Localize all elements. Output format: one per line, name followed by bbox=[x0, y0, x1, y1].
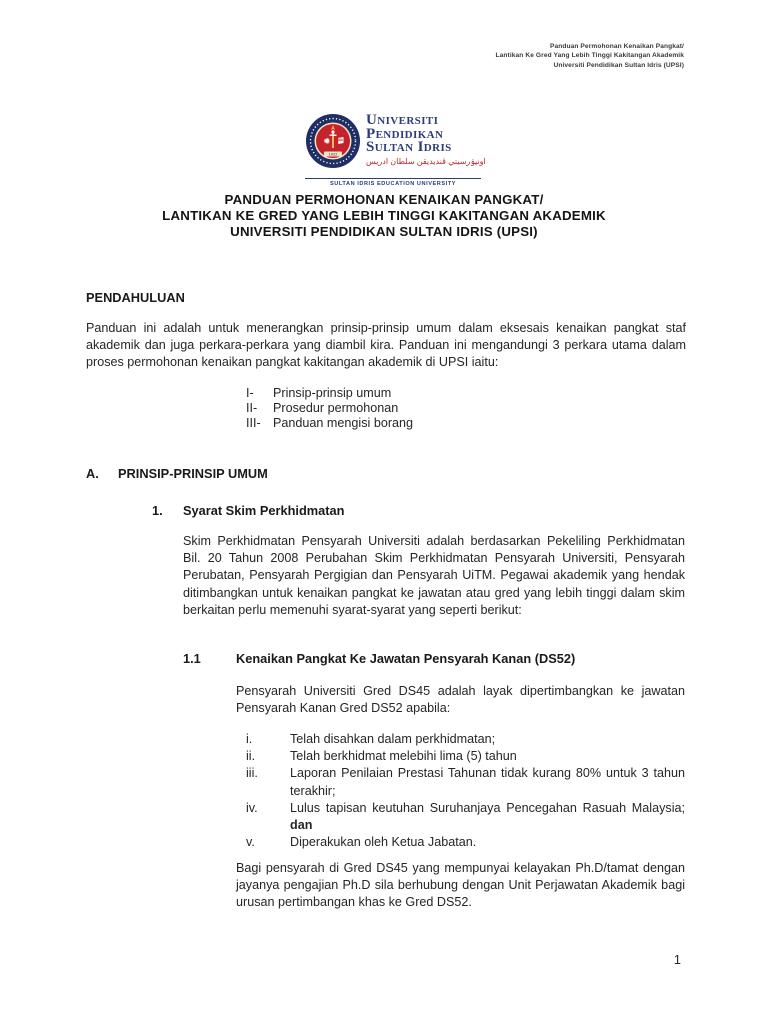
subsection-1-heading bbox=[152, 503, 344, 518]
criteria-item-label: iv. bbox=[246, 800, 258, 815]
running-header-line: Panduan Permohonan Kenaikan Pangkat/ bbox=[549, 43, 684, 50]
university-logo bbox=[305, 112, 486, 187]
logo-wordmark-line: Universiti bbox=[366, 112, 439, 128]
list-item bbox=[246, 386, 413, 401]
subsection-1-1-label: 1.1 bbox=[183, 651, 201, 666]
closing-paragraph: Bagi pensyarah di Gred DS45 yang mempunyai kelayakan Ph.D/tamat dengan jayanya pengajian Ph.D sila berhubung dengan Unit Perjawatan Akademik bagi urusan pertimbangan khas ke Gred DS52. bbox=[236, 861, 685, 910]
list-item-label: I- bbox=[246, 386, 254, 400]
running-header-line: Lantikan Ke Gred Yang Lebih Tinggi Kakitangan Akademik bbox=[495, 52, 684, 60]
logo-wordmark-line: Sultan Idris bbox=[366, 139, 452, 155]
criteria-item bbox=[246, 731, 685, 748]
document-title bbox=[0, 192, 768, 239]
subsection-1-1-heading bbox=[183, 651, 575, 666]
subsection-1-title: Syarat Skim Perkhidmatan bbox=[183, 503, 345, 518]
logo-wordmark-line: Pendidikan bbox=[366, 125, 444, 142]
document-title-line: LANTIKAN KE GRED YANG LEBIH TINGGI KAKITANGAN AKADEMIK bbox=[162, 207, 606, 223]
criteria-item-label: i. bbox=[246, 732, 253, 746]
list-item-text: Panduan mengisi borang bbox=[273, 416, 414, 431]
criteria-item-text: Diperakukan oleh Ketua Jabatan. bbox=[290, 835, 477, 850]
university-seal-icon bbox=[305, 113, 361, 176]
section-a-label: A. bbox=[86, 466, 99, 481]
subsection-1-label: 1. bbox=[152, 503, 163, 518]
document-title-line: UNIVERSITI PENDIDIKAN SULTAN IDRIS (UPSI) bbox=[230, 223, 538, 239]
logo-banner-text: SULTAN IDRIS EDUCATION UNIVERSITY bbox=[305, 178, 481, 187]
criteria-item-text: Telah disahkan dalam perkhidmatan; bbox=[290, 732, 496, 746]
criteria-item-label: iii. bbox=[246, 766, 258, 781]
criteria-item-label: v. bbox=[246, 835, 255, 850]
intro-roman-list bbox=[246, 386, 413, 432]
subsection-1-1-paragraph: Pensyarah Universiti Gred DS45 adalah layak dipertimbangkan ke jawatan Pensyarah Kanan Gred DS52 apabila: bbox=[236, 684, 685, 716]
running-header-line: Universiti Pendidikan Sultan Idris (UPSI) bbox=[553, 61, 684, 69]
criteria-list bbox=[246, 731, 685, 851]
criteria-item-text-part: Lulus tapisan keutuhan Suruhanjaya Pencegahan Rasuah Malaysia; bbox=[290, 800, 685, 815]
list-item bbox=[246, 416, 413, 431]
intro-paragraph: Panduan ini adalah untuk menerangkan prinsip-prinsip umum dalam eksesais kenaikan pangkat staf akademik dan juga perkara-perkara yang diambil kira. Panduan ini mengandungi 3 perkara utama dalam proses permohonan kenaikan pangkat kakitangan akademik di UPSI iaitu: bbox=[86, 321, 686, 370]
list-item bbox=[246, 401, 413, 416]
criteria-item-text bbox=[290, 800, 685, 834]
section-a-heading bbox=[86, 466, 268, 481]
criteria-item-text: Telah berkhidmat melebihi lima (5) tahun bbox=[290, 749, 517, 764]
list-item-text: Prinsip-prinsip umum bbox=[273, 386, 392, 400]
page-number: 1 bbox=[673, 952, 681, 967]
list-item-label: II- bbox=[246, 401, 258, 416]
criteria-item bbox=[246, 748, 685, 765]
logo-jawi-script: اونيۏرسيتي ڤنديديقن سلطان ادريس bbox=[366, 156, 486, 166]
subsection-1-1-title: Kenaikan Pangkat Ke Jawatan Pensyarah Kanan (DS52) bbox=[236, 651, 576, 666]
criteria-item bbox=[246, 834, 685, 851]
section-heading-pendahuluan: PENDAHULUAN bbox=[86, 290, 185, 305]
criteria-item-label: ii. bbox=[246, 749, 256, 764]
criteria-item-text: Laporan Penilaian Prestasi Tahunan tidak kurang 80% untuk 3 tahun terakhir; bbox=[290, 766, 685, 798]
list-item-text: Prosedur permohonan bbox=[273, 401, 399, 416]
section-a-title: PRINSIP-PRINSIP UMUM bbox=[118, 466, 268, 481]
criteria-item bbox=[246, 800, 685, 834]
seal-year-text: 1922 bbox=[328, 151, 338, 157]
list-item-label: III- bbox=[246, 416, 261, 431]
running-header bbox=[496, 42, 684, 70]
criteria-item bbox=[246, 765, 685, 799]
document-title-line: PANDUAN PERMOHONAN KENAIKAN PANGKAT/ bbox=[224, 192, 544, 207]
criteria-item-bold-word: dan bbox=[290, 818, 313, 833]
subsection-1-paragraph: Skim Perkhidmatan Pensyarah Universiti adalah berdasarkan Pekeliling Perkhidmatan Bil. 20 Tahun 2008 Perubahan Skim Perkhidmatan Pensyarah Universiti, Pensyarah Perubatan, Pensyarah Pergigian dan Pensyarah UiTM. Pegawai akademik yang hendak ditimbangkan untuk kenaikan pangkat ke jawatan atau gred yang lebih tinggi dalam skim berkaitan perlu memenuhi syarat-syarat yang seperti berikut: bbox=[183, 534, 685, 617]
